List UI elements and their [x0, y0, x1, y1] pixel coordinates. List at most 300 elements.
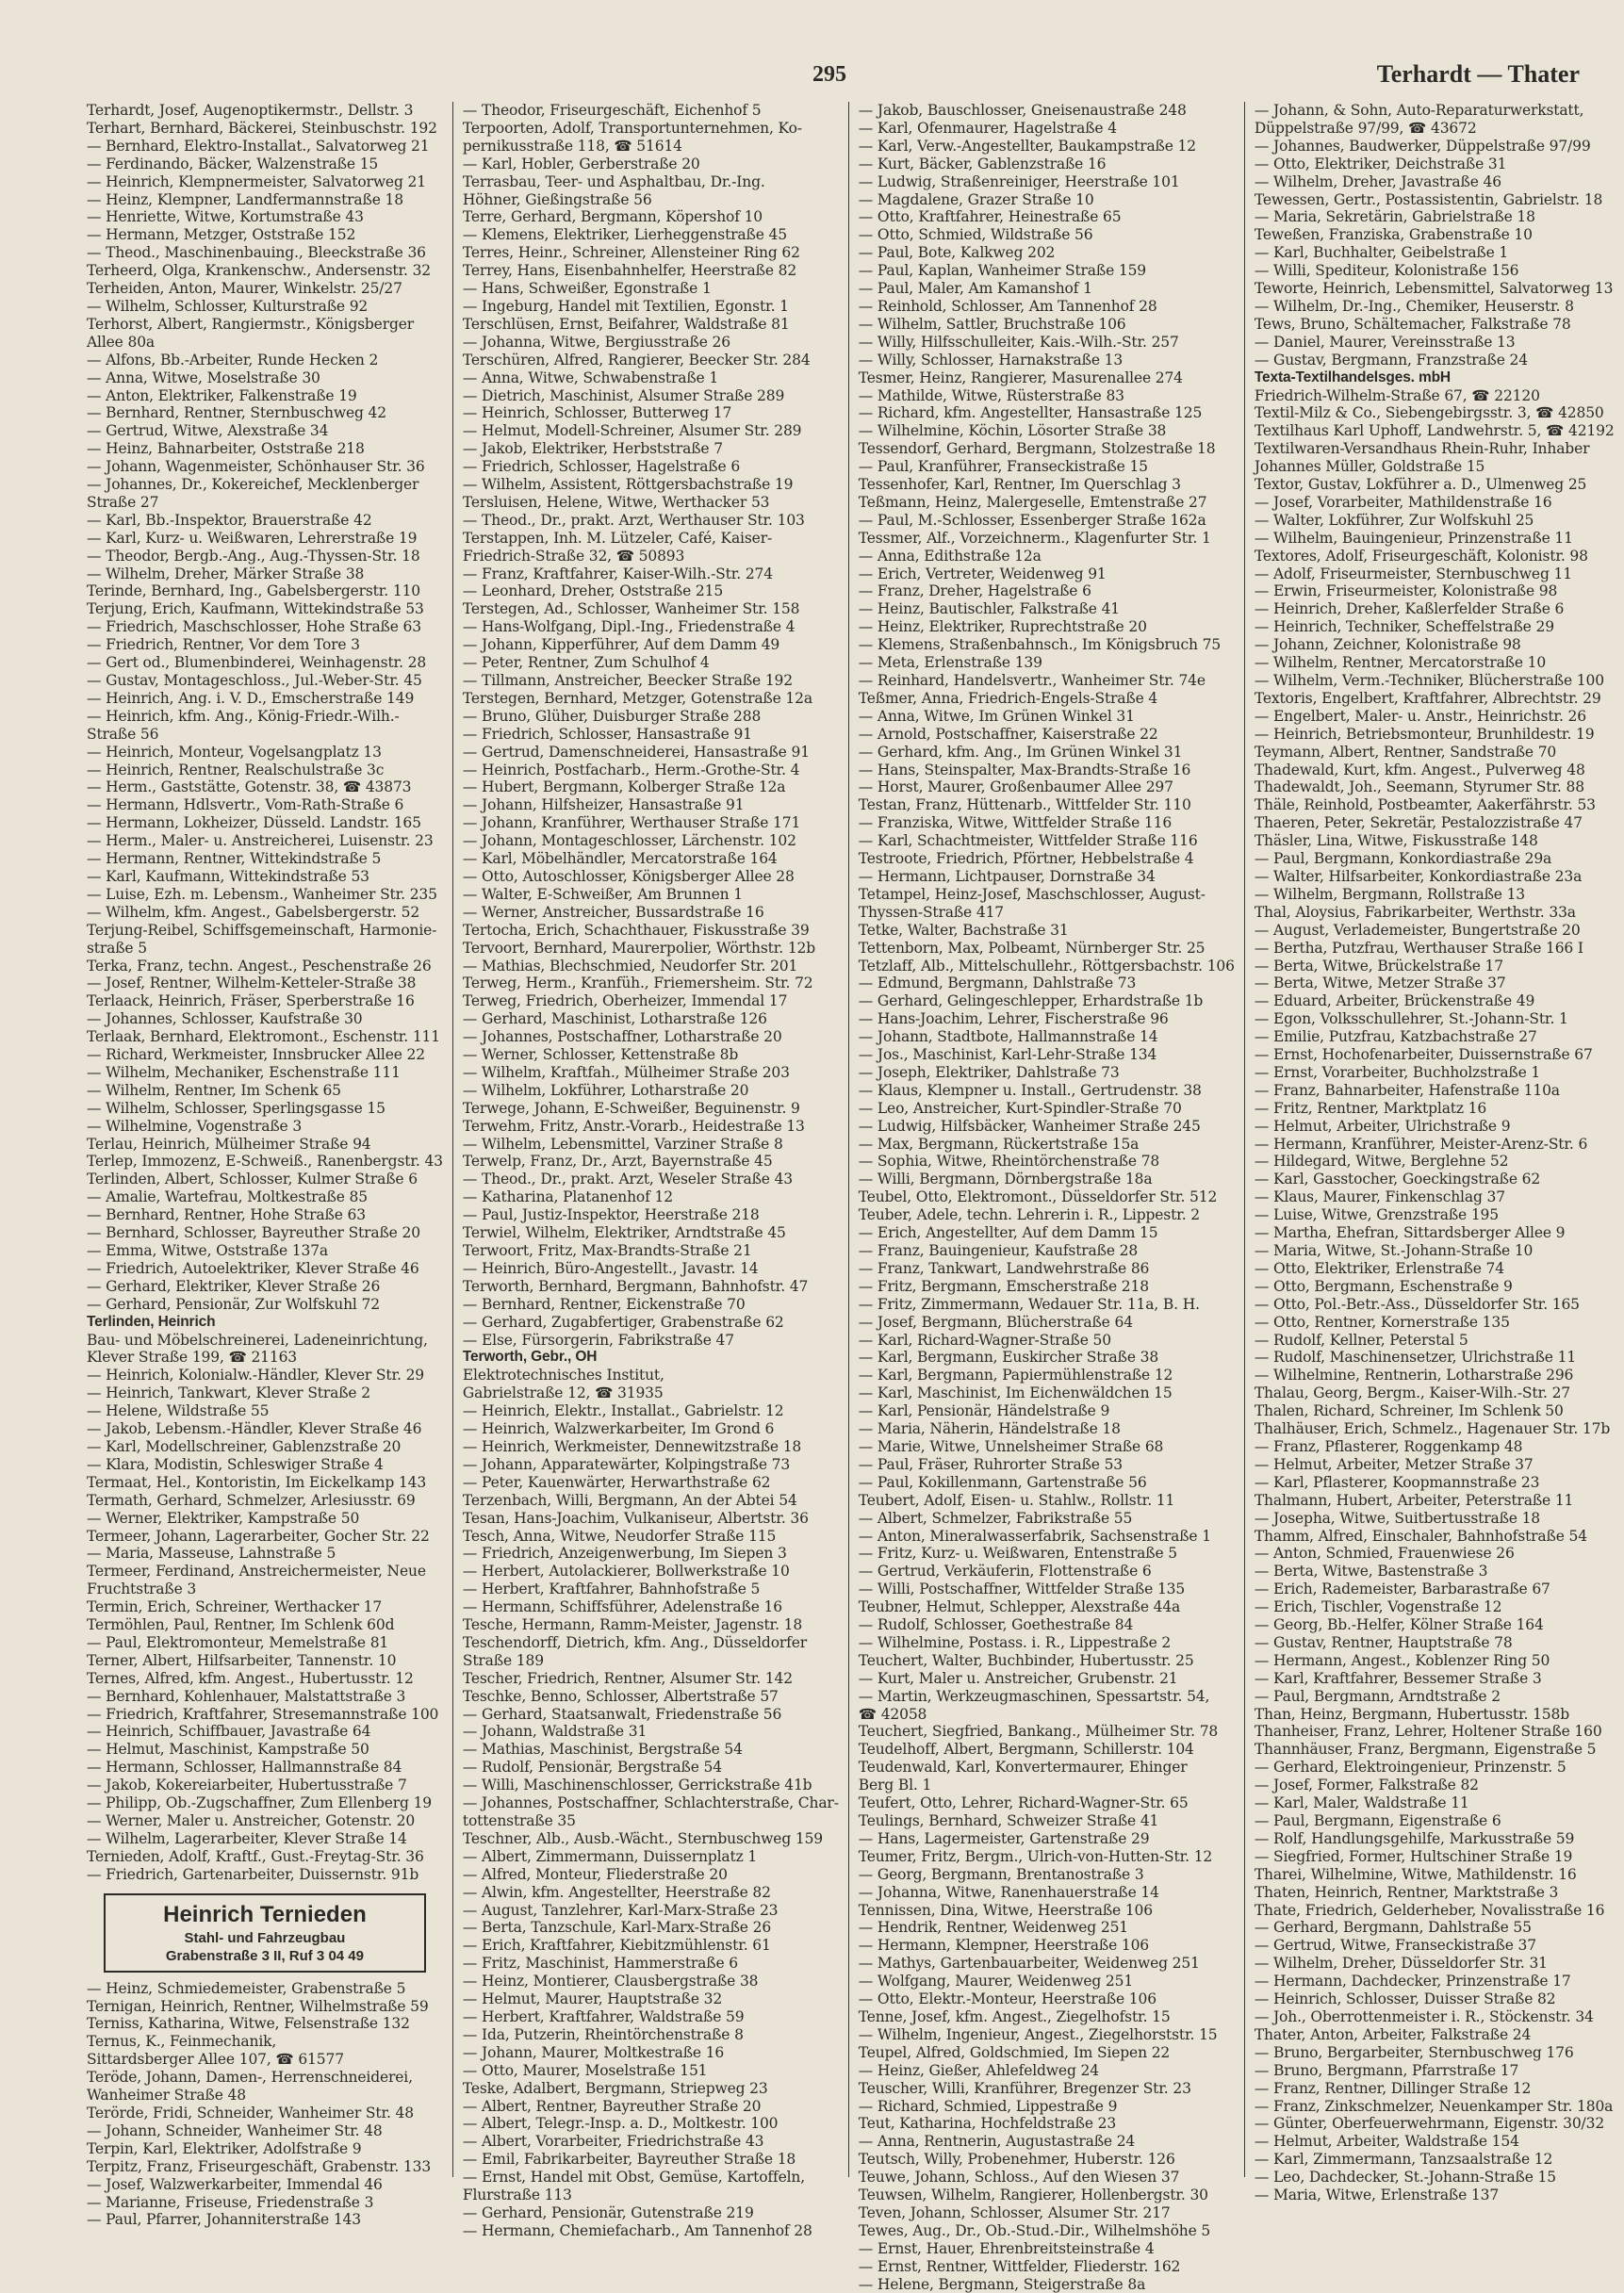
directory-entry: — Albert, Vorarbeiter, Friedrichstraße 43 — [462, 2133, 764, 2151]
directory-entry: — Wilhelm, Dreher, Düsseldorfer Str. 31 — [1254, 1955, 1548, 1973]
directory-entry: Teröde, Johann, Damen-, Herrenschneiderei, — [87, 2069, 413, 2087]
directory-entry: — Karl, Bergmann, Papiermühlenstraße 12 — [858, 1367, 1173, 1384]
directory-entry: — Berta, Witwe, Brückelstraße 17 — [1254, 957, 1503, 975]
directory-entry: Tesan, Hans-Joachim, Vulkaniseur, Albertstr. 36 — [462, 1509, 809, 1527]
directory-entry: — Willi, Maschinenschlosser, Gerrickstraße 41b — [462, 1777, 812, 1794]
directory-entry: — Hans, Steinspalter, Max-Brandts-Straße 16 — [858, 761, 1191, 778]
directory-entry: — Else, Fürsorgerin, Fabrikstraße 47 — [462, 1331, 734, 1349]
directory-entry: — Josef, Walzwerkarbeiter, Immendal 46 — [87, 2175, 383, 2193]
directory-entry: — Wilhelm, Dreher, Javastraße 46 — [1254, 172, 1501, 190]
directory-entry: — Werner, Elektriker, Kampstraße 50 — [87, 1509, 360, 1527]
directory-entry: — Johannes, Schlosser, Kaufstraße 30 — [87, 1010, 363, 1028]
directory-entry: — Klaus, Maurer, Finkenschlag 37 — [1254, 1188, 1505, 1206]
directory-entry: — Meta, Erlenstraße 139 — [858, 654, 1042, 672]
directory-entry: Terjung-Reibel, Schiffsgemeinschaft, Harmonie- — [87, 921, 437, 939]
directory-entry: — Rudolf, Maschinensetzer, Ulrichstraße 11 — [1254, 1349, 1577, 1367]
directory-entry: Teßmer, Anna, Friedrich-Engels-Straße 4 — [858, 689, 1158, 707]
directory-entry: — Franz, Bahnarbeiter, Hafenstraße 110a — [1254, 1081, 1560, 1099]
directory-entry: — Rolf, Handlungsgehilfe, Markusstraße 59 — [1254, 1829, 1575, 1847]
directory-entry: Termeer, Johann, Lagerarbeiter, Gocher Str. 22 — [87, 1527, 430, 1545]
directory-entry: — Jakob, Bauschlosser, Gneisenaustraße 248 — [858, 102, 1187, 119]
directory-entry: — Erich, Vertreter, Weidenweg 91 — [858, 565, 1107, 582]
directory-entry: — Otto, Kraftfahrer, Heinestraße 65 — [858, 208, 1122, 226]
directory-entry: — Hermann, Chemiefacharb., Am Tannenhof 28 — [462, 2221, 812, 2239]
directory-entry: Teupel, Alfred, Goldschmied, Im Siepen 22 — [858, 2043, 1171, 2061]
directory-entry: — Wilhelmine, Postass. i. R., Lippestraße 2 — [858, 1633, 1172, 1651]
directory-entry: — Jakob, Lebensm.-Händler, Klever Straße 46 — [87, 1420, 422, 1438]
advertiser-address: Grabenstraße 3 II, Ruf 3 04 49 — [165, 1947, 364, 1964]
directory-entry: Terre, Gerhard, Bergmann, Köpershof 10 — [462, 208, 763, 226]
directory-entry: Terörde, Fridi, Schneider, Wanheimer Str. 48 — [87, 2104, 414, 2121]
directory-entry: Textor, Gustav, Lokführer a. D., Ulmenweg 25 — [1254, 476, 1587, 494]
directory-entry: Thate, Friedrich, Gelderheber, Novalisstraße 16 — [1254, 1901, 1605, 1919]
directory-entry: — Egon, Volksschullehrer, St.-Johann-Str. 1 — [1254, 1010, 1568, 1028]
directory-entry: — Anna, Edithstraße 12a — [858, 547, 1042, 565]
directory-entry: — Josef, Rentner, Wilhelm-Ketteler-Straße 38 — [87, 975, 417, 992]
directory-entry: — Johannes, Baudwerker, Düppelstraße 97/99 — [1254, 137, 1591, 155]
directory-entry: Tetzlaff, Alb., Mittelschullehr., Röttgersbachstr. 106 — [858, 957, 1235, 975]
directory-entry: — Karl, Pensionär, Händelstraße 9 — [858, 1402, 1110, 1420]
directory-entry: Ternus, K., Feinmechanik, — [87, 2033, 277, 2051]
directory-entry: Terhorst, Albert, Rangiermstr., Königsberger — [87, 315, 415, 333]
directory-entry: Terwoort, Fritz, Max-Brandts-Straße 21 — [462, 1242, 752, 1259]
directory-entry: — Anton, Elektriker, Falkenstraße 19 — [87, 386, 357, 404]
directory-entry: — Karl, Pflasterer, Koopmannstraße 23 — [1254, 1473, 1540, 1491]
directory-entry: Tesmer, Heinz, Rangierer, Masurenallee 274 — [858, 369, 1183, 386]
directory-entry: — Karl, Ofenmaurer, Hagelstraße 4 — [858, 119, 1117, 137]
directory-entry: Friedrich-Wilhelm-Straße 67, ☎ 22120 — [1254, 386, 1540, 404]
directory-entry: — Erich, Tischler, Vogenstraße 12 — [1254, 1598, 1502, 1616]
directory-entry: — Heinrich, Techniker, Scheffelstraße 29 — [1254, 618, 1554, 636]
directory-entry: Tesche, Hermann, Ramm-Meister, Jagenstr. 18 — [462, 1616, 803, 1634]
directory-entry: — Josef, Vorarbeiter, Mathildenstraße 16 — [1254, 493, 1552, 511]
directory-entry: Tetampel, Heinz-Josef, Maschschlosser, August- — [858, 885, 1206, 903]
directory-entry: — Hermann, Kranführer, Meister-Arenz-Str. 6 — [1254, 1135, 1588, 1153]
directory-entry: — Johann, Wagenmeister, Schönhauser Str. 36 — [87, 458, 425, 476]
directory-entry: — Albert, Telegr.-Insp. a. D., Moltkestr. 100 — [462, 2115, 779, 2133]
directory-entry: — Helmut, Arbeiter, Waldstraße 154 — [1254, 2133, 1519, 2151]
directory-entry: — Franz, Rentner, Dillinger Straße 12 — [1254, 2079, 1532, 2097]
directory-entry: — Ernst, Hochofenarbeiter, Duissernstraße 67 — [1254, 1046, 1593, 1064]
directory-entry: — Willy, Hilfsschulleiter, Kais.-Wilh.-Str. 257 — [858, 333, 1179, 351]
directory-entry: Thalmann, Hubert, Arbeiter, Peterstraße 11 — [1254, 1491, 1574, 1509]
directory-entry: — Gerhard, Bergmann, Dahlstraße 55 — [1254, 1919, 1532, 1937]
directory-entry: — Luise, Witwe, Grenzstraße 195 — [1254, 1206, 1499, 1224]
directory-entry: Thaten, Heinrich, Rentner, Marktstraße 3 — [1254, 1883, 1559, 1901]
directory-entry: — Max, Bergmann, Rückertstraße 15a — [858, 1135, 1140, 1153]
directory-entry: — Heinrich, Ang. i. V. D., Emscherstraße 149 — [87, 689, 415, 707]
directory-entry: Ternieden, Adolf, Kraftf., Gust.-Freytag-Str. 36 — [87, 1847, 424, 1865]
directory-entry: Teuwe, Johann, Schloss., Auf den Wiesen 37 — [858, 2169, 1180, 2187]
directory-entry: — Paul, Maler, Am Kamanshof 1 — [858, 280, 1092, 298]
directory-entry: — Friedrich, Anzeigenwerbung, Im Siepen 3 — [462, 1545, 787, 1563]
directory-entry: Thadewaldt, Joh., Seemann, Styrumer Str. 88 — [1254, 778, 1584, 796]
directory-entry: Klever Straße 199, ☎ 21163 — [87, 1349, 298, 1367]
directory-entry: — Wolfgang, Maurer, Weidenweg 251 — [858, 1973, 1134, 1990]
directory-entry: — Willy, Schlosser, Harnakstraße 13 — [858, 351, 1124, 369]
column-3 — [849, 102, 1245, 2293]
directory-entry: — Gerhard, Pensionär, Gutenstraße 219 — [462, 2203, 754, 2221]
directory-entry: — Gertrud, Witwe, Alexstraße 34 — [87, 422, 329, 440]
directory-entry: — Otto, Schmied, Wildstraße 56 — [858, 226, 1093, 244]
directory-entry: Tettenborn, Max, Polbeamt, Nürnberger Str. 25 — [858, 939, 1206, 957]
directory-entry: — Horst, Maurer, Großenbaumer Allee 297 — [858, 778, 1173, 796]
directory-entry: Thäsler, Lina, Witwe, Fiskusstraße 148 — [1254, 832, 1538, 850]
directory-entry: — Wilhelm, Bergmann, Rollstraße 13 — [1254, 885, 1526, 903]
directory-entry-bold: Terlinden, Heinrich — [87, 1313, 216, 1330]
directory-entry: — Marianne, Friseuse, Friedenstraße 3 — [87, 2193, 374, 2211]
directory-entry: — Edmund, Bergmann, Dahlstraße 73 — [858, 975, 1137, 992]
directory-entry: — Herm., Maler- u. Anstreicherei, Luisenstr. 23 — [87, 832, 434, 850]
directory-entry: Terlaack, Heinrich, Fräser, Sperberstraße 16 — [87, 992, 415, 1010]
advertisement-box — [104, 1893, 426, 1973]
directory-entry: Terlinden, Albert, Schlosser, Kulmer Straße 6 — [87, 1171, 418, 1188]
directory-entry: — Wilhelm, Ingenieur, Angest., Ziegelhorststr. 15 — [858, 2025, 1218, 2043]
directory-entry: Teymann, Albert, Rentner, Sandstraße 70 — [1254, 743, 1557, 761]
directory-entry: — Heinz, Bautischler, Falkstraße 41 — [858, 600, 1121, 618]
directory-entry: — Sophia, Witwe, Rheintörchenstraße 78 — [858, 1153, 1160, 1171]
directory-entry: — Hubert, Bergmann, Kolberger Straße 12a — [462, 778, 786, 796]
directory-entry: — Johanna, Witwe, Ranenhauerstraße 14 — [858, 1883, 1159, 1901]
directory-entry: — Gerhard, kfm. Ang., Im Grünen Winkel 31 — [858, 743, 1183, 761]
directory-entry: — Anton, Schmied, Frauenwiese 26 — [1254, 1545, 1515, 1563]
directory-entry: — Günter, Oberfeuerwehrmann, Eigenstr. 30/32 — [1254, 2115, 1605, 2133]
directory-entry: — Otto, Maurer, Moselstraße 151 — [462, 2061, 708, 2079]
directory-entry: Thalhäuser, Erich, Schmelz., Hagenauer Str. 17b — [1254, 1420, 1611, 1438]
directory-entry: — Wilhelmine, Vogenstraße 3 — [87, 1117, 303, 1135]
directory-entry: Thaeren, Peter, Sekretär, Pestalozzistraße 47 — [1254, 814, 1583, 832]
directory-entry: — Fritz, Bergmann, Emscherstraße 218 — [858, 1277, 1149, 1295]
directory-entry: — Bruno, Bergmann, Pfarrstraße 17 — [1254, 2061, 1519, 2079]
directory-entry: — Helmut, Maschinist, Kampstraße 50 — [87, 1741, 369, 1759]
directory-entry: — Maria, Witwe, Erlenstraße 137 — [1254, 2187, 1500, 2204]
directory-entry: Terinde, Bernhard, Ing., Gabelsbergerstr. 110 — [87, 582, 420, 600]
directory-entry: — Kurt, Maler u. Anstreicher, Grubenstr. 21 — [858, 1669, 1178, 1687]
directory-entry: — Paul, Bergmann, Arndtstraße 2 — [1254, 1687, 1501, 1705]
directory-entry: — Heinz, Schmiedemeister, Grabenstraße 5 — [87, 1979, 406, 1997]
directory-entry: — Theod., Dr., prakt. Arzt, Werthauser Str. 103 — [462, 511, 805, 529]
directory-entry: Teufert, Otto, Lehrer, Richard-Wagner-Str. 65 — [858, 1794, 1189, 1812]
directory-entry: — Friedrich, Autoelektriker, Klever Straße 46 — [87, 1259, 419, 1277]
directory-entry: — Erwin, Friseurmeister, Kolonistraße 98 — [1254, 582, 1558, 600]
directory-entry: Thal, Aloysius, Fabrikarbeiter, Werthstr. 33a — [1254, 903, 1576, 921]
directory-entry: — Karl, Maler, Waldstraße 11 — [1254, 1794, 1469, 1812]
directory-entry: Tervoort, Bernhard, Maurerpolier, Wörthstr. 12b — [462, 939, 816, 957]
directory-entry: Teudelhoff, Albert, Bergmann, Schillerstr. 104 — [858, 1741, 1194, 1759]
directory-entry: Than, Heinz, Bergmann, Hubertusstr. 158b — [1254, 1705, 1569, 1723]
directory-entry: — Gert od., Blumenbinderei, Weinhagenstr. 28 — [87, 654, 427, 672]
directory-entry: Testroote, Friedrich, Pförtner, Hebbelstraße 4 — [858, 850, 1194, 868]
directory-entry: — Gerhard, Elektroingenieur, Prinzenstr. 5 — [1254, 1759, 1567, 1777]
directory-entry: — Josepha, Witwe, Suitbertusstraße 18 — [1254, 1509, 1541, 1527]
directory-entry: — Franz, Tankwart, Landwehrstraße 86 — [858, 1259, 1150, 1277]
directory-entry: Teweßen, Franziska, Grabenstraße 10 — [1254, 226, 1533, 244]
directory-entry: Bau- und Möbelschreinerei, Ladeneinrichtung, — [87, 1331, 428, 1349]
directory-entry: Terrey, Hans, Eisenbahnhelfer, Heerstraße 82 — [462, 262, 797, 280]
directory-entry: — Theod., Maschinenbauing., Bleeckstraße 36 — [87, 244, 426, 262]
directory-entry: Tessendorf, Gerhard, Bergmann, Stolzestraße 18 — [858, 440, 1216, 458]
directory-entry: — Martin, Werkzeugmaschinen, Spessartstr. 54, — [858, 1687, 1210, 1705]
directory-entry: — Heinrich, Büro-Angestellt., Javastr. 14 — [462, 1259, 759, 1277]
directory-entry: — Helmut, Maurer, Hauptstraße 32 — [462, 1990, 723, 2008]
directory-entry: — Anna, Witwe, Im Grünen Winkel 31 — [858, 707, 1135, 725]
directory-entry: — Paul, Pfarrer, Johanniterstraße 143 — [87, 2211, 361, 2229]
directory-entry: — Paul, Fräser, Ruhrorter Straße 53 — [858, 1455, 1124, 1473]
directory-entry: Straße 27 — [87, 493, 159, 511]
directory-entry: — Rudolf, Kellner, Peterstal 5 — [1254, 1331, 1468, 1349]
directory-entry: Gabrielstraße 12, ☎ 31935 — [462, 1384, 664, 1402]
directory-entry: Teuber, Adele, techn. Lehrerin i. R., Lippestr. 2 — [858, 1206, 1200, 1224]
directory-entry: Textil-Milz & Co., Siebengebirgsstr. 3, ☎ 42850 — [1254, 404, 1604, 422]
directory-entry: — Bruno, Bergarbeiter, Sternbuschweg 176 — [1254, 2043, 1574, 2061]
directory-entry: — Georg, Bergmann, Brentanostraße 3 — [858, 1865, 1144, 1883]
directory-entry: — Wilhelm, Schlosser, Sperlingsgasse 15 — [87, 1099, 385, 1117]
directory-entry: — Klemens, Elektriker, Lierheggenstraße 45 — [462, 226, 787, 244]
directory-entry: Teubel, Otto, Elektromont., Düsseldorfer Str. 512 — [858, 1188, 1218, 1206]
directory-entry: Terweg, Herm., Kranfüh., Friemersheim. Str. 72 — [462, 975, 813, 992]
directory-entry: — Johann, Schneider, Wanheimer Str. 48 — [87, 2121, 383, 2139]
directory-entry: Tescher, Friedrich, Rentner, Alsumer Str. 142 — [462, 1669, 793, 1687]
directory-entry: — Otto, Elektr.-Monteur, Heerstraße 106 — [858, 1990, 1156, 2008]
directory-entry: — Heinrich, Monteur, Vogelsangplatz 13 — [87, 743, 382, 761]
directory-entry: — Willi, Bergmann, Dörnbergstraße 18a — [858, 1171, 1153, 1188]
directory-entry: — Mathilde, Witwe, Rüsterstraße 83 — [858, 386, 1124, 404]
directory-entry: — Peter, Rentner, Zum Schulhof 4 — [462, 654, 710, 672]
directory-entry: — Otto, Rentner, Kornerstraße 135 — [1254, 1313, 1510, 1331]
directory-entry: — Franz, Kraftfahrer, Kaiser-Wilh.-Str. 274 — [462, 565, 773, 582]
directory-entry: — Hermann, Rentner, Wittekindstraße 5 — [87, 850, 382, 868]
directory-entry: Teuscher, Willi, Kranführer, Bregenzer Str. 23 — [858, 2079, 1191, 2097]
directory-entry: — Johann, Maurer, Moltkestraße 16 — [462, 2043, 725, 2061]
directory-entry: — Bernhard, Rentner, Hohe Straße 63 — [87, 1206, 366, 1224]
directory-entry: — Alfons, Bb.-Arbeiter, Runde Hecken 2 — [87, 351, 379, 369]
directory-entry: — Josef, Former, Falkstraße 82 — [1254, 1777, 1479, 1794]
directory-entry: — Kurt, Bäcker, Gablenzstraße 16 — [858, 155, 1107, 172]
directory-entry: — Mathias, Maschinist, Bergstraße 54 — [462, 1741, 743, 1759]
directory-entry: — Anna, Witwe, Schwabenstraße 1 — [462, 369, 719, 386]
directory-entry: Terstegen, Ad., Schlosser, Wanheimer Str. 158 — [462, 600, 800, 618]
directory-entry: Fruchtstraße 3 — [87, 1581, 197, 1598]
directory-entry: Teske, Adalbert, Bergmann, Striepweg 23 — [462, 2079, 768, 2097]
directory-entry: Terrasbau, Teer- und Asphaltbau, Dr.-Ing. — [462, 172, 765, 190]
directory-entry: — Heinrich, Elektr., Installat., Gabrielstr. 12 — [462, 1402, 784, 1420]
directory-columns — [77, 102, 1615, 2293]
directory-entry: — Otto, Elektriker, Deichstraße 31 — [1254, 155, 1507, 172]
directory-entry: — Ernst, Vorarbeiter, Buchholzstraße 1 — [1254, 1063, 1541, 1081]
directory-entry: Terhardt, Josef, Augenoptikermstr., Dellstr. 3 — [87, 102, 414, 119]
directory-entry: — Paul, Bote, Kalkweg 202 — [858, 244, 1056, 262]
directory-entry: — Gerhard, Staatsanwalt, Friedenstraße 56 — [462, 1705, 782, 1723]
directory-entry: Terlep, Immozenz, E-Schweiß., Ranenbergstr. 43 — [87, 1153, 443, 1171]
directory-entry: — Siegfried, Former, Hultschiner Straße 19 — [1254, 1847, 1573, 1865]
directory-entry: — Karl, Verw.-Angestellter, Baukampstraße 12 — [858, 137, 1196, 155]
directory-entry: Terwehm, Fritz, Anstr.-Vorarb., Heidestraße 13 — [462, 1117, 805, 1135]
directory-entry: — Ernst, Handel mit Obst, Gemüse, Kartoffeln, — [462, 2169, 806, 2187]
directory-entry: — Heinrich, Schlosser, Butterweg 17 — [462, 404, 732, 422]
directory-entry: — Ferdinando, Bäcker, Walzenstraße 15 — [87, 155, 379, 172]
directory-entry: Wanheimer Straße 48 — [87, 2087, 246, 2105]
directory-entry: — Albert, Schmelzer, Fabrikstraße 55 — [858, 1509, 1133, 1527]
directory-entry: — Bernhard, Kohlenhauer, Malstattstraße 3 — [87, 1687, 406, 1705]
directory-entry: Straße 56 — [87, 725, 159, 743]
directory-entry: — Berta, Witwe, Bastenstraße 3 — [1254, 1563, 1488, 1581]
directory-entry: — Wilhelm, Verm.-Techniker, Blücherstraße 100 — [1254, 672, 1604, 689]
directory-entry: — Erich, Kraftfahrer, Kiebitzmühlenstr. 61 — [462, 1937, 771, 1955]
directory-entry: — Klemens, Straßenbahnsch., Im Königsbruch 75 — [858, 636, 1222, 654]
directory-entry: — Gerhard, Gelingeschlepper, Erhardstraße 1b — [858, 992, 1204, 1010]
directory-entry: — Reinhold, Schlosser, Am Tannenhof 28 — [858, 297, 1157, 315]
directory-entry: — Ingeburg, Handel mit Textilien, Egonstr. 1 — [462, 297, 789, 315]
directory-entry: — Karl, Bb.-Inspektor, Brauerstraße 42 — [87, 511, 372, 529]
directory-entry: Teuchert, Walter, Buchbinder, Hubertusstr. 25 — [858, 1651, 1194, 1669]
directory-entry: — Wilhelm, Dreher, Märker Straße 38 — [87, 565, 365, 582]
directory-entry: — Wilhelm, Schlosser, Kulturstraße 92 — [87, 297, 369, 315]
directory-entry: — Reinhard, Handelsvertr., Wanheimer Str. 74e — [858, 672, 1206, 689]
directory-entry: — Wilhelm, Lokführer, Lotharstraße 20 — [462, 1081, 749, 1099]
directory-entry: — Daniel, Maurer, Vereinsstraße 13 — [1254, 333, 1516, 351]
directory-entry: Terschüren, Alfred, Rangierer, Beecker Str. 284 — [462, 351, 811, 369]
directory-entry: — Wilhelm, kfm. Angest., Gabelsbergerstr. 52 — [87, 903, 420, 921]
directory-entry: Tessenhofer, Karl, Rentner, Im Querschlag 3 — [858, 476, 1181, 494]
directory-entry: Teschendorff, Dietrich, kfm. Ang., Düsseldorfer — [462, 1633, 808, 1651]
column-2 — [453, 102, 849, 2239]
directory-entry: Teven, Johann, Schlosser, Alsumer Str. 217 — [858, 2203, 1171, 2221]
directory-entry: — Gerhard, Zugabfertiger, Grabenstraße 62 — [462, 1313, 784, 1331]
directory-entry: — Ludwig, Straßenreiniger, Heerstraße 101 — [858, 172, 1180, 190]
directory-entry: — Gustav, Rentner, Hauptstraße 78 — [1254, 1633, 1513, 1651]
directory-entry: — Fritz, Maschinist, Hammerstraße 6 — [462, 1955, 738, 1973]
directory-entry: Tews, Bruno, Schältemacher, Falkstraße 78 — [1254, 315, 1571, 333]
directory-entry: — Emilie, Putzfrau, Katzbachstraße 27 — [1254, 1028, 1537, 1046]
directory-entry: — Leonhard, Dreher, Oststraße 215 — [462, 582, 724, 600]
page-header — [77, 57, 1580, 94]
directory-entry: — Friedrich, Schlosser, Hansastraße 91 — [462, 725, 752, 743]
directory-entry: — Leo, Dachdecker, St.-Johann-Straße 15 — [1254, 2169, 1556, 2187]
directory-entry: — Maria, Witwe, St.-Johann-Straße 10 — [1254, 1242, 1534, 1259]
directory-entry: Elektrotechnisches Institut, — [462, 1367, 664, 1384]
directory-entry: — Johann, Apparatewärter, Kolpingstraße 73 — [462, 1455, 791, 1473]
directory-entry: Thadewald, Kurt, kfm. Angest., Pulverweg 48 — [1254, 761, 1585, 778]
directory-entry: — August, Verlademeister, Bungertstraße 20 — [1254, 921, 1581, 939]
directory-entry: Teudenwald, Karl, Konvertermaurer, Ehinger — [858, 1759, 1188, 1777]
directory-entry: — Bernhard, Elektro-Installat., Salvatorweg 21 — [87, 137, 430, 155]
directory-entry: Thäle, Reinhold, Postbeamter, Aakerfährstr. 53 — [1254, 796, 1596, 814]
directory-entry: — Heinrich, Walzwerkarbeiter, Im Grond 6 — [462, 1420, 775, 1438]
directory-entry: Terstappen, Inh. M. Lützeler, Café, Kaiser- — [462, 529, 773, 547]
directory-entry: — Ludwig, Hilfsbäcker, Wanheimer Straße 245 — [858, 1117, 1201, 1135]
directory-entry: — Franz, Bauingenieur, Kaufstraße 28 — [858, 1242, 1139, 1259]
directory-entry: — Martha, Ehefran, Sittardsberger Allee 9 — [1254, 1224, 1566, 1242]
directory-entry: — Maria, Sekretärin, Gabrielstraße 18 — [1254, 208, 1535, 226]
directory-entry: — Johann, Stadtbote, Hallmannstraße 14 — [858, 1028, 1158, 1046]
directory-entry: — Arnold, Postschaffner, Kaiserstraße 22 — [858, 725, 1158, 743]
directory-entry: — Johannes, Dr., Kokereichef, Mecklenberger — [87, 476, 419, 494]
directory-entry: — Hildegard, Witwe, Berglehne 52 — [1254, 1153, 1509, 1171]
column-1 — [77, 102, 453, 2229]
directory-entry: — Friedrich, Gartenarbeiter, Duissernstr. 91b — [87, 1865, 419, 1883]
directory-entry: Berg Bl. 1 — [858, 1777, 932, 1794]
page-number: 295 — [812, 62, 846, 87]
directory-entry: — Heinrich, Schlosser, Duisser Straße 82 — [1254, 1990, 1556, 2008]
directory-entry: — Karl, Richard-Wagner-Straße 50 — [858, 1331, 1111, 1349]
directory-entry: Terzenbach, Willi, Bergmann, An der Abtei 54 — [462, 1491, 797, 1509]
directory-entry: — Johann, & Sohn, Auto-Reparaturwerkstatt, — [1254, 102, 1584, 119]
directory-entry: Terner, Albert, Hilfsarbeiter, Tannenstr. 10 — [87, 1651, 397, 1669]
directory-entry: — Bertha, Putzfrau, Werthauser Straße 166 I — [1254, 939, 1583, 957]
directory-entry: — Hermann, Lichtpauser, Dornstraße 34 — [858, 867, 1156, 885]
directory-entry: — Heinrich, kfm. Ang., König-Friedr.-Wilh.- — [87, 707, 400, 725]
directory-entry: — Engelbert, Maler- u. Anstr., Heinrichstr. 26 — [1254, 707, 1586, 725]
directory-entry: — Paul, Kaplan, Wanheimer Straße 159 — [858, 262, 1147, 280]
directory-entry: Thalau, Georg, Bergm., Kaiser-Wilh.-Str. 27 — [1254, 1384, 1571, 1402]
directory-entry: — Heinrich, Postfacharb., Herm.-Grothe-Str. 4 — [462, 761, 800, 778]
directory-entry: ☎ 42058 — [858, 1705, 927, 1723]
directory-entry: — Gustav, Bergmann, Franzstraße 24 — [1254, 351, 1528, 369]
directory-entry: Teuwsen, Wilhelm, Rangierer, Hollenbergstr. 30 — [858, 2187, 1208, 2204]
directory-entry: — Fritz, Rentner, Marktplatz 16 — [1254, 1099, 1487, 1117]
directory-entry: — Amalie, Wartefrau, Moltkestraße 85 — [87, 1188, 368, 1206]
directory-entry: Termeer, Ferdinand, Anstreichermeister, Neue — [87, 1563, 426, 1581]
directory-entry: tottenstraße 35 — [462, 1812, 576, 1829]
directory-entry: — Werner, Maler u. Anstreicher, Gotenstr. 20 — [87, 1812, 416, 1829]
directory-entry: — Karl, Buchhalter, Geibelstraße 1 — [1254, 244, 1509, 262]
directory-entry: — Wilhelm, Rentner, Mercatorstraße 10 — [1254, 654, 1547, 672]
directory-entry: — Heinz, Montierer, Clausbergstraße 38 — [462, 1973, 759, 1990]
directory-entry: Terwege, Johann, E-Schweißer, Beguinenstr. 9 — [462, 1099, 800, 1117]
directory-entry: — Jakob, Kokereiarbeiter, Hubertusstraße 7 — [87, 1777, 407, 1794]
directory-entry: — Karl, Gasstocher, Goeckingstraße 62 — [1254, 1171, 1541, 1188]
directory-entry: — Klaus, Klempner u. Install., Gertrudenstr. 38 — [858, 1081, 1202, 1099]
directory-entry: — Wilhelm, Kraftfah., Mülheimer Straße 203 — [462, 1063, 790, 1081]
directory-entry: — Gerhard, Pensionär, Zur Wolfskuhl 72 — [87, 1295, 380, 1313]
directory-entry: Textilhaus Karl Uphoff, Landwehrstr. 5, ☎ 42192 — [1254, 422, 1615, 440]
directory-entry: — Hermann, Hdlsvertr., Vom-Rath-Straße 6 — [87, 796, 404, 814]
directory-entry: Termath, Gerhard, Schmelzer, Arlesiusstr. 69 — [87, 1491, 416, 1509]
directory-entry: — Bernhard, Rentner, Sternbuschweg 42 — [87, 404, 386, 422]
directory-entry: Terschlüsen, Ernst, Beifahrer, Waldstraße 81 — [462, 315, 790, 333]
directory-entry: — Wilhelm, Mechaniker, Eschenstraße 111 — [87, 1063, 401, 1081]
directory-entry: — Alwin, kfm. Angestellter, Heerstraße 82 — [462, 1883, 771, 1901]
directory-entry: — Karl, Modellschreiner, Gablenzstraße 20 — [87, 1437, 402, 1455]
directory-entry: — Jakob, Elektriker, Herbststraße 7 — [462, 440, 723, 458]
directory-entry: Thyssen-Straße 417 — [858, 903, 1004, 921]
directory-entry: — Joseph, Elektriker, Dahlstraße 73 — [858, 1063, 1120, 1081]
directory-entry: — Gertrud, Verkäuferin, Flottenstraße 6 — [858, 1563, 1152, 1581]
directory-entry: — Wilhelm, Rentner, Im Schenk 65 — [87, 1081, 341, 1099]
directory-entry: Tewessen, Gertr., Postassistentin, Gabrielstr. 18 — [1254, 190, 1603, 208]
directory-entry: — Ernst, Rentner, Wittfelder, Fliederstr. 162 — [858, 2257, 1181, 2275]
directory-entry: — Gertrud, Witwe, Franseckistraße 37 — [1254, 1937, 1536, 1955]
directory-entry: — Henriette, Witwe, Kortumstraße 43 — [87, 208, 364, 226]
directory-entry: — Karl, Bergmann, Euskircher Straße 38 — [858, 1349, 1159, 1367]
directory-entry: — Bernhard, Rentner, Eickenstraße 70 — [462, 1295, 746, 1313]
directory-entry: — Ernst, Hauer, Ehrenbreitsteinstraße 4 — [858, 2239, 1155, 2257]
directory-entry: — Klara, Modistin, Schleswiger Straße 4 — [87, 1455, 384, 1473]
directory-entry: — Josef, Bergmann, Blücherstraße 64 — [858, 1313, 1133, 1331]
directory-entry: Terwelp, Franz, Dr., Arzt, Bayernstraße 45 — [462, 1153, 773, 1171]
directory-entry: — Hermann, Schlosser, Hallmannstraße 84 — [87, 1759, 402, 1777]
directory-entry: — Mathias, Blechschmied, Neudorfer Str. 201 — [462, 957, 798, 975]
directory-entry: — Richard, Schmied, Lippestraße 9 — [858, 2097, 1118, 2115]
directory-entry: Terpoorten, Adolf, Transportunternehmen, Ko- — [462, 119, 802, 137]
directory-entry: — Heinz, Klempner, Landfermannstraße 18 — [87, 190, 403, 208]
directory-entry: — Adolf, Friseurmeister, Sternbuschweg 11 — [1254, 565, 1572, 582]
directory-entry: Teutsch, Willy, Probenehmer, Huberstr. 126 — [858, 2151, 1175, 2169]
directory-entry: — Karl, Schachtmeister, Wittfelder Straße 116 — [858, 832, 1198, 850]
directory-entry: — Karl, Kurz- u. Weißwaren, Lehrerstraße 19 — [87, 529, 418, 547]
directory-entry: — Friedrich, Rentner, Vor dem Tore 3 — [87, 636, 360, 654]
directory-entry: Teuchert, Siegfried, Bankang., Mülheimer Str. 78 — [858, 1723, 1219, 1741]
